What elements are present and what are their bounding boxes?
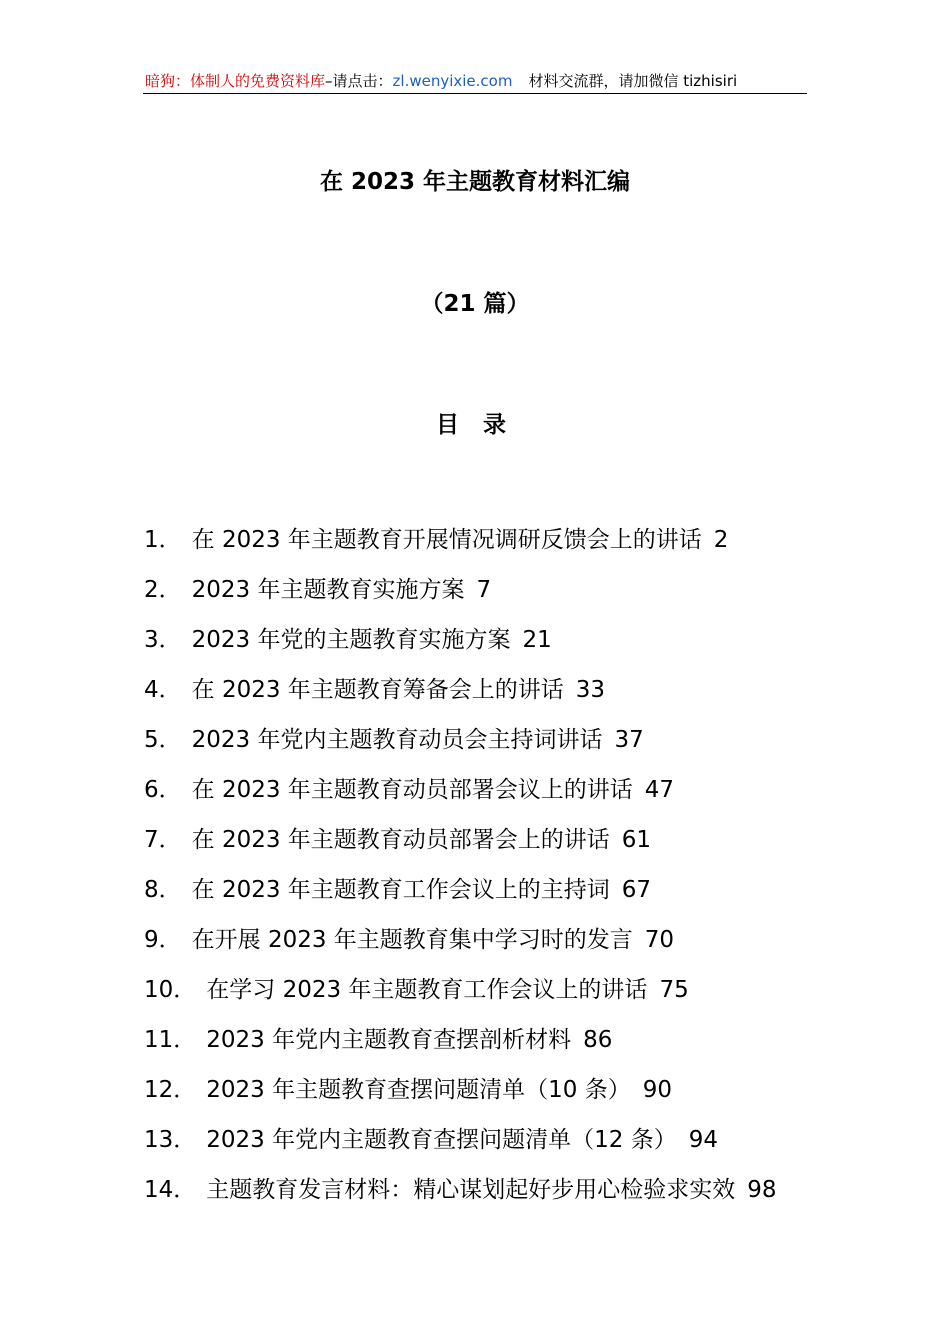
- toc-item-page: 61: [621, 827, 652, 853]
- toc-item-title: 2023 年党内主题教育查摆问题清单（12 条）: [206, 1127, 677, 1153]
- toc-item-title: 在 2023 年主题教育开展情况调研反馈会上的讲话: [191, 527, 702, 553]
- toc-item-title: 2023 年主题教育查摆问题清单（10 条）: [206, 1077, 631, 1103]
- header-brand: 暗狗：体制人的免费资料库: [145, 72, 326, 90]
- toc-item-page: 94: [688, 1127, 718, 1153]
- toc-item-page: 70: [644, 927, 675, 953]
- toc-item-title: 在 2023 年主题教育筹备会上的讲话: [191, 677, 564, 703]
- toc-item[interactable]: [144, 1173, 864, 1223]
- toc-item-number: 8．: [144, 877, 182, 903]
- toc-item-number: 3．: [144, 627, 182, 653]
- toc-item-page: 86: [583, 1027, 613, 1053]
- table-of-contents: [144, 523, 864, 1223]
- toc-item[interactable]: [144, 723, 864, 773]
- header-link[interactable]: zl.wenyixie.com: [392, 72, 513, 90]
- toc-item-title: 在 2023 年主题教育动员部署会上的讲话: [191, 827, 610, 853]
- header-separator: –请点击：: [325, 72, 393, 90]
- toc-item-title: 2023 年党内主题教育查摆剖析材料: [206, 1027, 572, 1053]
- toc-item-page: 75: [659, 977, 689, 1003]
- toc-item-title: 在 2023 年主题教育动员部署会议上的讲话: [191, 777, 633, 803]
- document-title: 在 2023 年主题教育材料汇编: [319, 169, 631, 195]
- toc-item[interactable]: [144, 973, 864, 1023]
- toc-item[interactable]: [144, 1073, 864, 1123]
- toc-item[interactable]: [144, 523, 864, 573]
- header-divider: [143, 93, 807, 94]
- toc-item-page: 98: [747, 1177, 777, 1203]
- toc-heading: 目 录: [435, 412, 514, 438]
- toc-item-number: 12．: [144, 1077, 197, 1103]
- toc-item-title: 在开展 2023 年主题教育集中学习时的发言: [191, 927, 633, 953]
- toc-item-number: 14．: [144, 1177, 197, 1203]
- toc-item-page: 67: [621, 877, 652, 903]
- toc-item-page: 33: [575, 677, 606, 703]
- toc-item-number: 4．: [144, 677, 182, 703]
- toc-item[interactable]: [144, 1123, 864, 1173]
- toc-item-title: 在 2023 年主题教育工作会议上的主持词: [191, 877, 610, 903]
- page-header: [145, 70, 805, 94]
- toc-item-number: 9．: [144, 927, 182, 953]
- toc-item[interactable]: [144, 773, 864, 823]
- toc-item[interactable]: [144, 673, 864, 723]
- toc-item[interactable]: [144, 573, 864, 623]
- toc-item[interactable]: [144, 923, 864, 973]
- toc-item-number: 6．: [144, 777, 182, 803]
- toc-item-number: 11．: [144, 1027, 197, 1053]
- toc-item[interactable]: [144, 823, 864, 873]
- document-count: （21 篇）: [420, 291, 530, 317]
- header-group-note: 材料交流群，请加微信 tizhisiri: [528, 72, 738, 90]
- toc-item-title: 主题教育发言材料：精心谋划起好步用心检验求实效: [206, 1177, 736, 1203]
- toc-item-page: 7: [476, 577, 492, 603]
- toc-item-page: 21: [522, 627, 552, 653]
- toc-item-number: 1．: [144, 527, 182, 553]
- toc-item-title: 2023 年党的主题教育实施方案: [191, 627, 511, 653]
- toc-item[interactable]: [144, 623, 864, 673]
- toc-item-page: 2: [713, 527, 729, 553]
- toc-item-number: 13．: [144, 1127, 197, 1153]
- toc-item[interactable]: [144, 1023, 864, 1073]
- toc-item-page: 90: [642, 1077, 672, 1103]
- toc-item-number: 5．: [144, 727, 182, 753]
- toc-item-number: 2．: [144, 577, 182, 603]
- toc-item-page: 47: [644, 777, 675, 803]
- toc-item-number: 10．: [144, 977, 197, 1003]
- toc-item-title: 在学习 2023 年主题教育工作会议上的讲话: [206, 977, 648, 1003]
- toc-item-number: 7．: [144, 827, 182, 853]
- toc-item-page: 37: [614, 727, 644, 753]
- toc-item-title: 2023 年党内主题教育动员会主持词讲话: [191, 727, 603, 753]
- toc-item-title: 2023 年主题教育实施方案: [191, 577, 465, 603]
- toc-item[interactable]: [144, 873, 864, 923]
